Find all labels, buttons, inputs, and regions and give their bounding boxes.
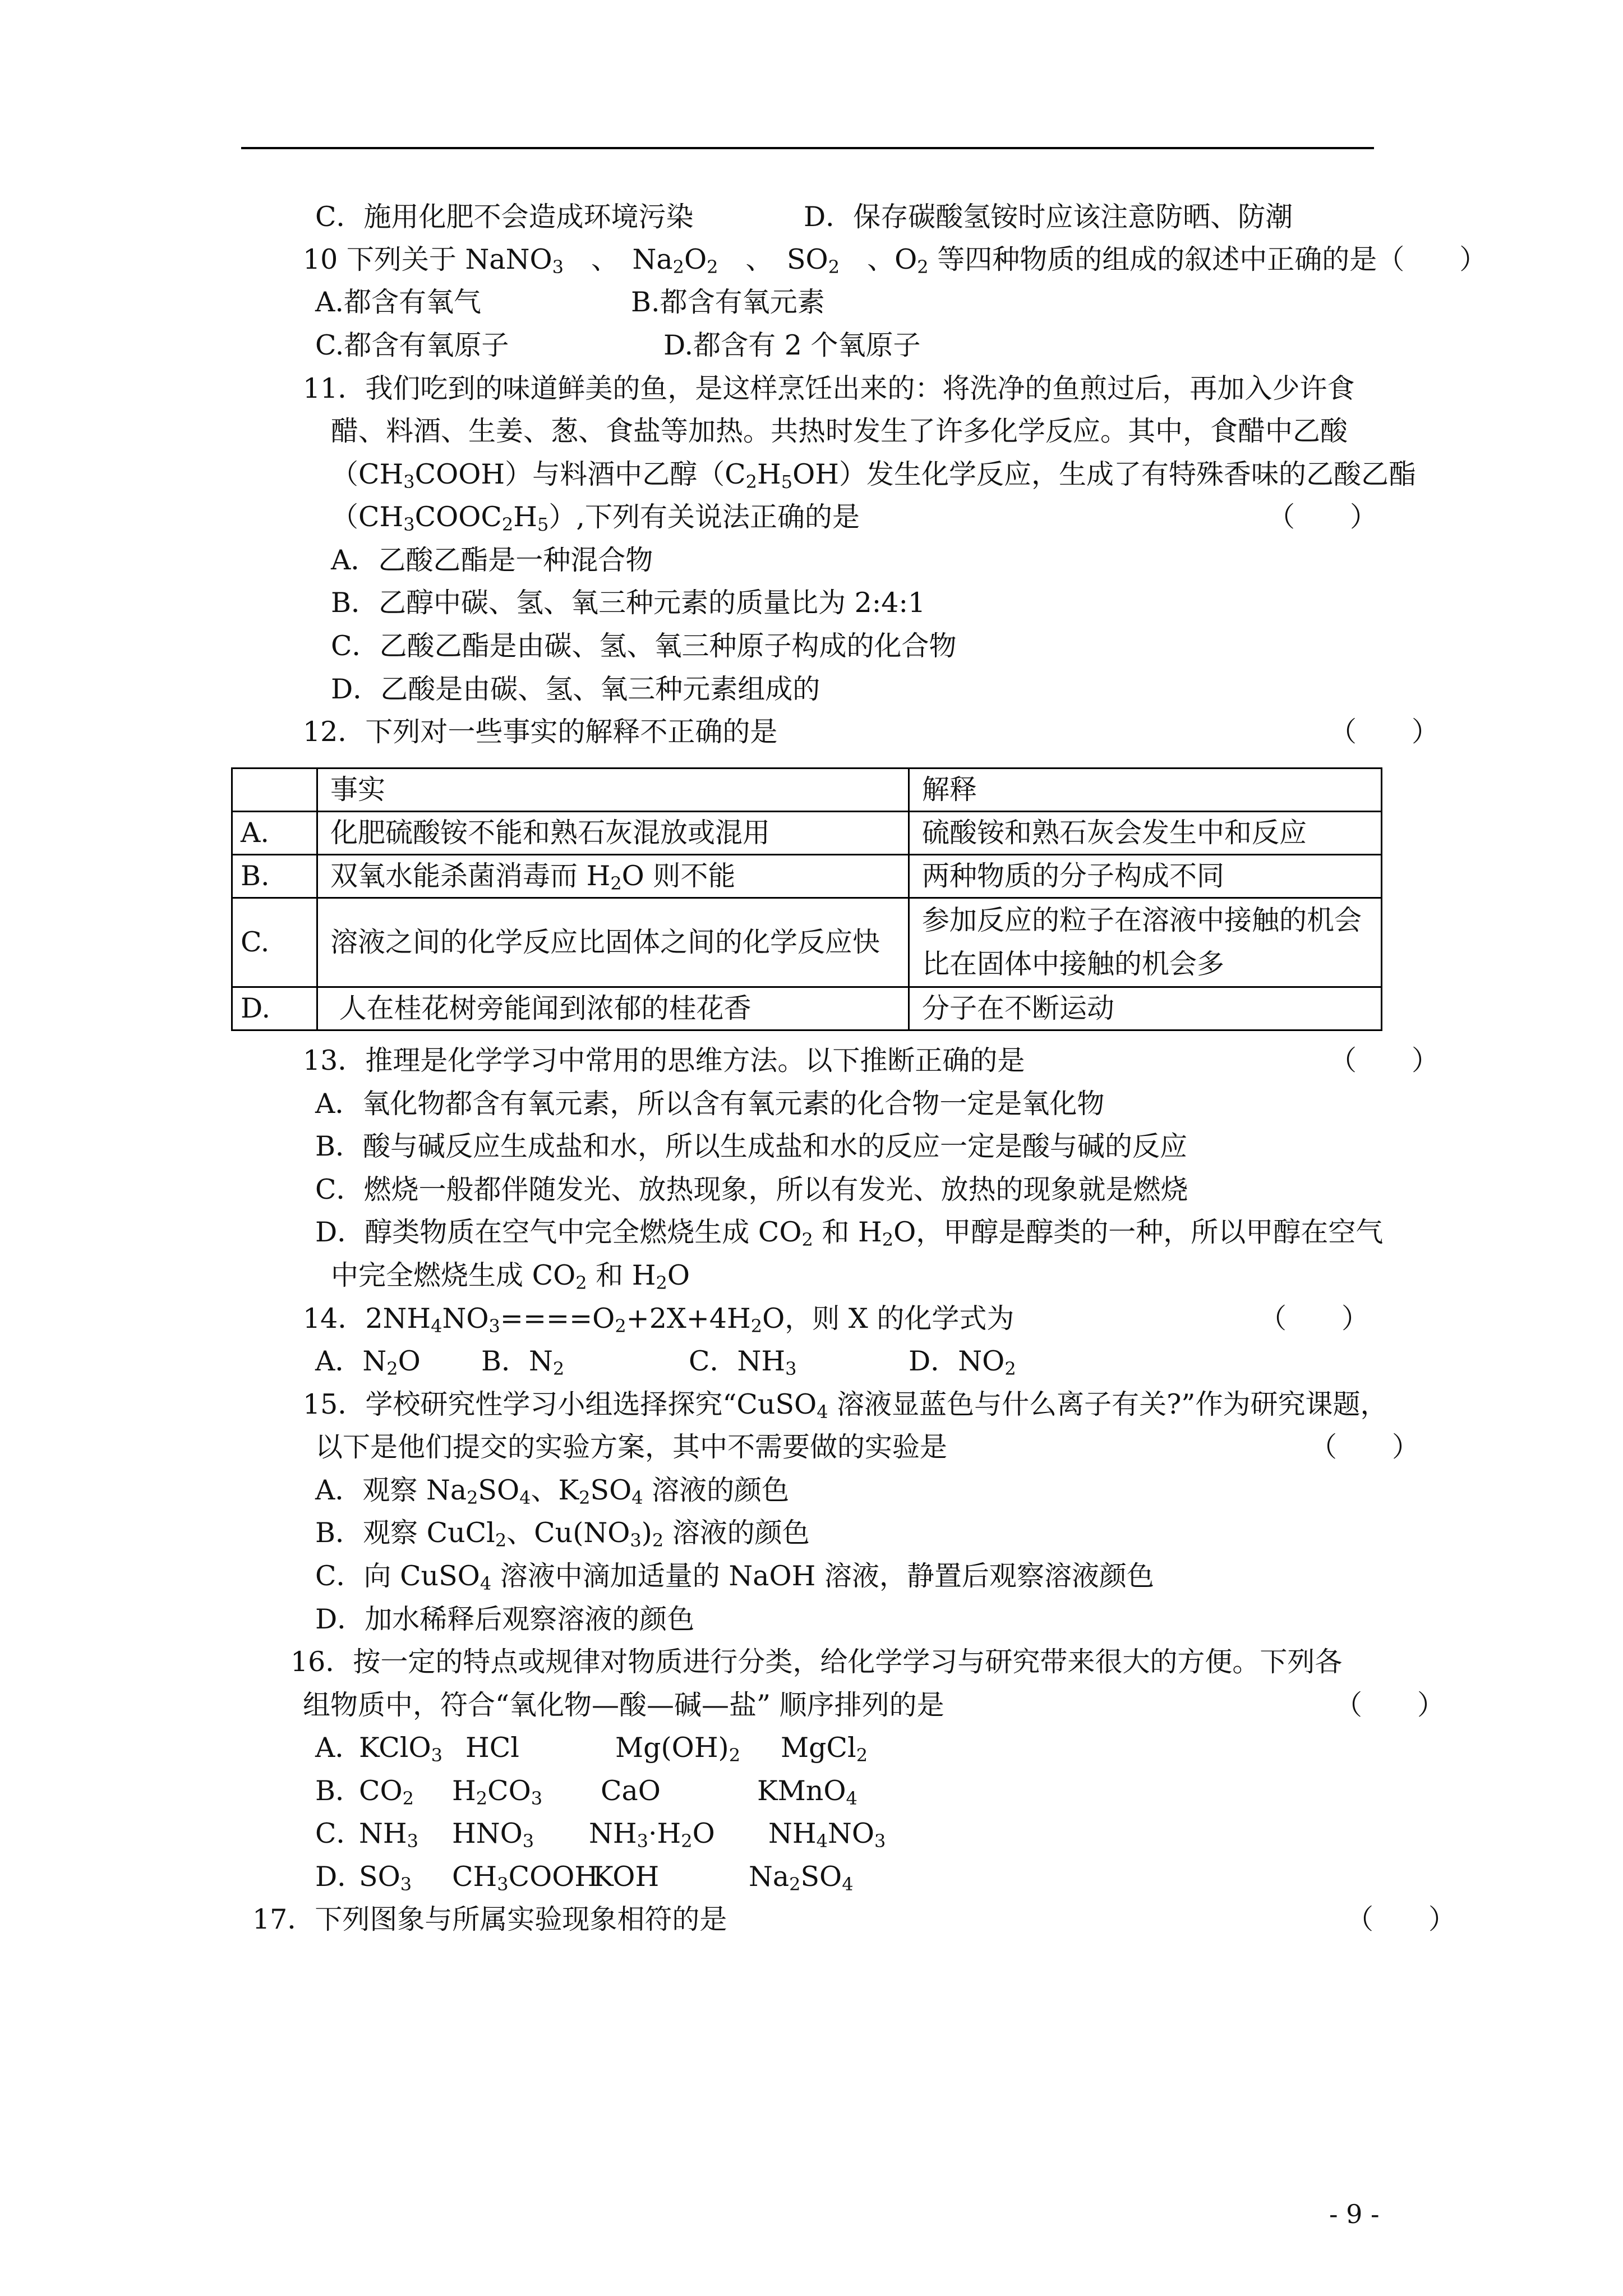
q11-option-d: D．乙酸是由碳、氢、氧三种元素组成的 <box>331 673 820 705</box>
q15-line-1: 15．学校研究性学习小组选择探究“CuSO$_4$ 溶液显蓝色与什么离子有关?”作为研究课题， <box>303 1388 1388 1423</box>
q16-option-c-item: $NH_3$ <box>359 1818 418 1852</box>
q14-option-d: D．$NO_2$ <box>909 1345 1016 1379</box>
table-row <box>232 898 1382 987</box>
q16-option-b-label: B． <box>315 1775 363 1807</box>
q12-answer-paren: （ ） <box>1329 716 1440 748</box>
q11-answer-paren: （ ） <box>1267 501 1378 533</box>
row-fact: 溶液之间的化学反应比固体之间的化学反应快 <box>317 898 909 987</box>
q13-option-d-line-2: 中完全燃烧生成 $CO_2$ 和 $H_2O$ <box>331 1259 690 1294</box>
q10-option-d: D.都含有 2 个氧原子 <box>663 329 921 361</box>
page-number: - 9 - <box>1329 2199 1380 2229</box>
row-explanation: 分子在不断运动 <box>909 987 1382 1030</box>
row-fact: 双氧水能杀菌消毒而 $H_2O$ 则不能 <box>317 855 909 898</box>
q13-stem: 13．推理是化学学习中常用的思维方法。以下推断正确的是 <box>303 1045 1025 1076</box>
q16-option-d-label: D． <box>315 1861 365 1893</box>
q16-option-d-item: $Na_2SO_4$ <box>749 1861 854 1895</box>
q16-option-c-item: $NH_4NO_3$ <box>768 1818 886 1852</box>
row-label: D. <box>232 987 317 1030</box>
row-explanation: 参加反应的粒子在溶液中接触的机会比在固体中接触的机会多 <box>909 898 1382 987</box>
q15-option-b: B．观察 CuCl$_2$、$Cu(NO_3)_2$ 溶液的颜色 <box>315 1517 810 1551</box>
row-explanation: 硫酸铵和熟石灰会发生中和反应 <box>909 812 1382 855</box>
q16-line-2: 组物质中，符合“氧化物—酸—碱—盐” 顺序排列的是 <box>303 1689 944 1721</box>
row-label: A. <box>232 812 317 855</box>
q12-stem: 12．下列对一些事实的解释不正确的是 <box>303 716 778 748</box>
q13-option-c: C．燃烧一般都伴随发光、放热现象，所以有发光、放热的现象就是燃烧 <box>315 1174 1188 1205</box>
q9-option-d: D．保存碳酸氢铵时应该注意防晒、防潮 <box>804 201 1293 233</box>
q13-option-b: B．酸与碱反应生成盐和水，所以生成盐和水的反应一定是酸与碱的反应 <box>315 1130 1188 1162</box>
q10-option-c: C.都含有氧原子 <box>315 329 509 361</box>
row-label: B. <box>232 855 317 898</box>
q16-option-b-item: CaO <box>601 1775 661 1807</box>
q16-option-c-item: $NH_3\cdot H_2O$ <box>589 1818 715 1852</box>
q10-option-b: B.都含有氧元素 <box>631 286 825 318</box>
q16-option-a-label: A． <box>315 1732 363 1764</box>
q14-option-c: C．$NH_3$ <box>689 1345 797 1379</box>
q14-option-a: A．$N_2O$ <box>315 1345 421 1379</box>
q16-option-a-item: MgCl$_2$ <box>781 1732 868 1766</box>
q11-line-2: 醋、料酒、生姜、葱、食盐等加热。共热时发生了许多化学反应。其中，食醋中乙酸 <box>331 415 1348 447</box>
q11-option-a: A．乙酸乙酯是一种混合物 <box>331 544 653 576</box>
row-fact: 化肥硫酸铵不能和熟石灰混放或混用 <box>317 812 909 855</box>
q13-option-d-line-1: D．醇类物质在空气中完全燃烧生成 $CO_2$ 和 $H_2O$，甲醇是醇类的一种，所以甲醇在空气 <box>315 1216 1384 1250</box>
table-header-row <box>232 769 1382 812</box>
row-fact: 人在桂花树旁能闻到浓郁的桂花香 <box>317 987 909 1030</box>
q15-option-c: C．向 CuSO$_4$ 溶液中滴加适量的 NaOH 溶液，静置后观察溶液颜色 <box>315 1560 1154 1594</box>
q10-stem: 10 下列关于 NaNO$_3$ 、 $Na_2O_2$ 、 $SO_2$ 、$O_2$ 等四种物质的组成的叙述中正确的是（ ） <box>303 243 1487 278</box>
table-header-fact: 事实 <box>317 769 909 812</box>
q14-option-b: B．$N_2$ <box>481 1345 565 1379</box>
q16-option-a-item: HCl <box>465 1732 519 1764</box>
q14-answer-paren: （ ） <box>1259 1303 1370 1335</box>
q9-option-c: C．施用化肥不会造成环境污染 <box>315 201 694 233</box>
q16-option-d-item: KOH <box>593 1861 660 1893</box>
table-row <box>232 855 1382 898</box>
header-rule <box>241 147 1374 149</box>
q16-option-b-item: $H_2CO_3$ <box>452 1775 543 1809</box>
q14-stem: 14．$2NH_4NO_3====O_2+2X+4H_2O$，则 X 的化学式为 <box>303 1303 1015 1337</box>
q11-line-3: $(CH_3COOH)$与料酒中乙醇$(C_2H_5OH)$发生化学反应，生成了有特殊香味的乙酸乙酯 <box>331 458 1417 493</box>
q15-option-d: D．加水稀释后观察溶液的颜色 <box>315 1603 695 1635</box>
q12-facts-table <box>231 767 1382 1031</box>
table-row <box>232 812 1382 855</box>
row-label: C. <box>232 898 317 987</box>
table-row <box>232 987 1382 1030</box>
q11-line-1: 11．我们吃到的味道鲜美的鱼，是这样烹饪出来的：将洗净的鱼煎过后，再加入少许食 <box>303 372 1355 404</box>
q10-option-a: A.都含有氧气 <box>315 286 481 318</box>
q16-option-b-item: $CO_2$ <box>359 1775 414 1809</box>
q17-stem: 17．下列图象与所属实验现象相符的是 <box>252 1903 727 1935</box>
table-header-blank <box>232 769 317 812</box>
q16-option-c-item: $HNO_3$ <box>452 1818 534 1852</box>
q17-answer-paren: （ ） <box>1346 1903 1456 1935</box>
q11-option-b: B．乙醇中碳、氢、氧三种元素的质量比为 2:4:1 <box>331 587 926 619</box>
q11-line-4: $(CH_3COOC_2H_5)$,下列有关说法正确的是 <box>331 501 860 535</box>
table-header-explanation: 解释 <box>909 769 1382 812</box>
q15-line-2: 以下是他们提交的实验方案，其中不需要做的实验是 <box>315 1431 948 1463</box>
q15-answer-paren: （ ） <box>1310 1431 1420 1463</box>
q16-option-c-label: C． <box>315 1818 364 1849</box>
q16-option-a-item: $Mg(OH)_2$ <box>615 1732 741 1766</box>
q16-option-d-item: $SO_3$ <box>359 1861 412 1895</box>
q16-option-b-item: KMnO$_4$ <box>757 1775 857 1809</box>
row-explanation: 两种物质的分子构成不同 <box>909 855 1382 898</box>
q16-option-d-item: $CH_3COOH$ <box>452 1861 599 1895</box>
q16-option-a-item: KClO$_3$ <box>359 1732 442 1766</box>
q16-answer-paren: （ ） <box>1335 1689 1445 1721</box>
q13-answer-paren: （ ） <box>1329 1045 1440 1076</box>
q16-line-1: 16．按一定的特点或规律对物质进行分类，给化学学习与研究带来很大的方便。下列各 <box>291 1646 1343 1678</box>
q13-option-a: A．氧化物都含有氧元素，所以含有氧元素的化合物一定是氧化物 <box>315 1088 1105 1120</box>
q15-option-a: A．观察 $Na_2SO_4$、$K_2SO_4$ 溶液的颜色 <box>315 1474 790 1508</box>
q11-option-c: C．乙酸乙酯是由碳、氢、氧三种原子构成的化合物 <box>331 630 957 662</box>
